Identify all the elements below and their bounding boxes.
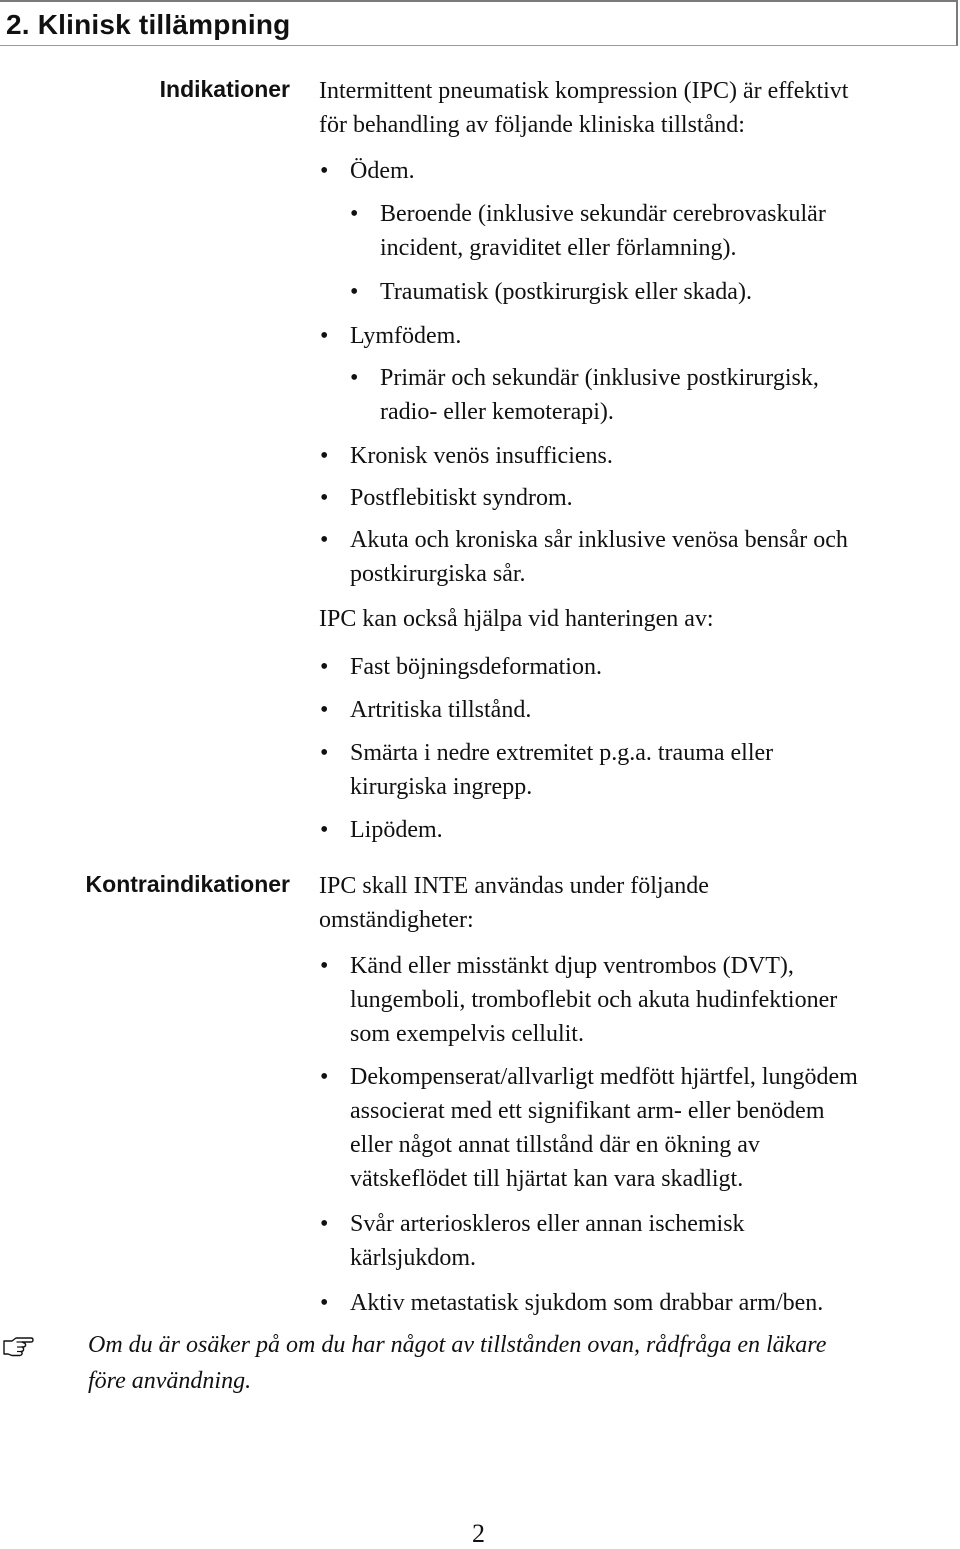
- list-item-kronisk: • Kronisk venös insufficiens.: [320, 443, 613, 469]
- contraindications-intro: IPC skall INTE användas under följande omständigheter:: [319, 873, 709, 933]
- indications-intro: Intermittent pneumatisk kompression (IPC) är effektivt för behandling av följande kliniska tillstånd:: [319, 78, 849, 138]
- contraindications-heading: Kontraindikationer: [85, 871, 290, 897]
- list-item-beroende: • Beroende (inklusive sekundär cerebrovaskulär incident, graviditet eller förlamning).: [350, 201, 826, 261]
- list-item-hjartfel: • Dekompenserat/allvarligt medfött hjärtfel, lungödem associerat med ett signifikant arm- eller benödem eller något annat tillstånd där en ökning av vätskeflödet till hjärtat kan vara skadligt.: [320, 1064, 858, 1192]
- section-title: 2. Klinisk tillämpning: [6, 9, 291, 40]
- note-text: Om du är osäker på om du har något av tillstånden ovan, rådfråga en läkare före användning.: [88, 1332, 827, 1394]
- list-item-primar: • Primär och sekundär (inklusive postkirurgisk, radio- eller kemoterapi).: [350, 365, 819, 425]
- list-item-metastatisk: • Aktiv metastatisk sjukdom som drabbar arm/ben.: [320, 1290, 824, 1316]
- pointing-hand-icon: [2, 1330, 34, 1358]
- list-item-postflebitiskt: • Postflebitiskt syndrom.: [320, 485, 573, 511]
- list-item-lipodem: • Lipödem.: [320, 817, 443, 843]
- list-item-lymfodem: • Lymfödem.: [320, 323, 462, 349]
- list-item-arterioskleros: • Svår arterioskleros eller annan ischemisk kärlsjukdom.: [320, 1211, 745, 1271]
- list-item-artritiska: • Artritiska tillstånd.: [320, 697, 532, 723]
- section-header: [0, 0, 958, 46]
- page-number: 2: [472, 1519, 485, 1548]
- also-intro: IPC kan också hjälpa vid hanteringen av:: [319, 606, 714, 632]
- indications-heading: Indikationer: [159, 76, 290, 102]
- list-item-fast: • Fast böjningsdeformation.: [320, 654, 602, 680]
- list-item-odem: • Ödem.: [320, 158, 415, 184]
- list-item-smarta: • Smärta i nedre extremitet p.g.a. trauma eller kirurgiska ingrepp.: [320, 740, 774, 800]
- list-item-traumatisk: • Traumatisk (postkirurgisk eller skada).: [350, 279, 752, 305]
- list-item-akuta: • Akuta och kroniska sår inklusive venösa bensår och postkirurgiska sår.: [320, 527, 848, 587]
- list-item-dvt: • Känd eller misstänkt djup ventrombos (DVT), lungemboli, tromboflebit och akuta hudinfektioner som exempelvis cellulit.: [320, 953, 838, 1047]
